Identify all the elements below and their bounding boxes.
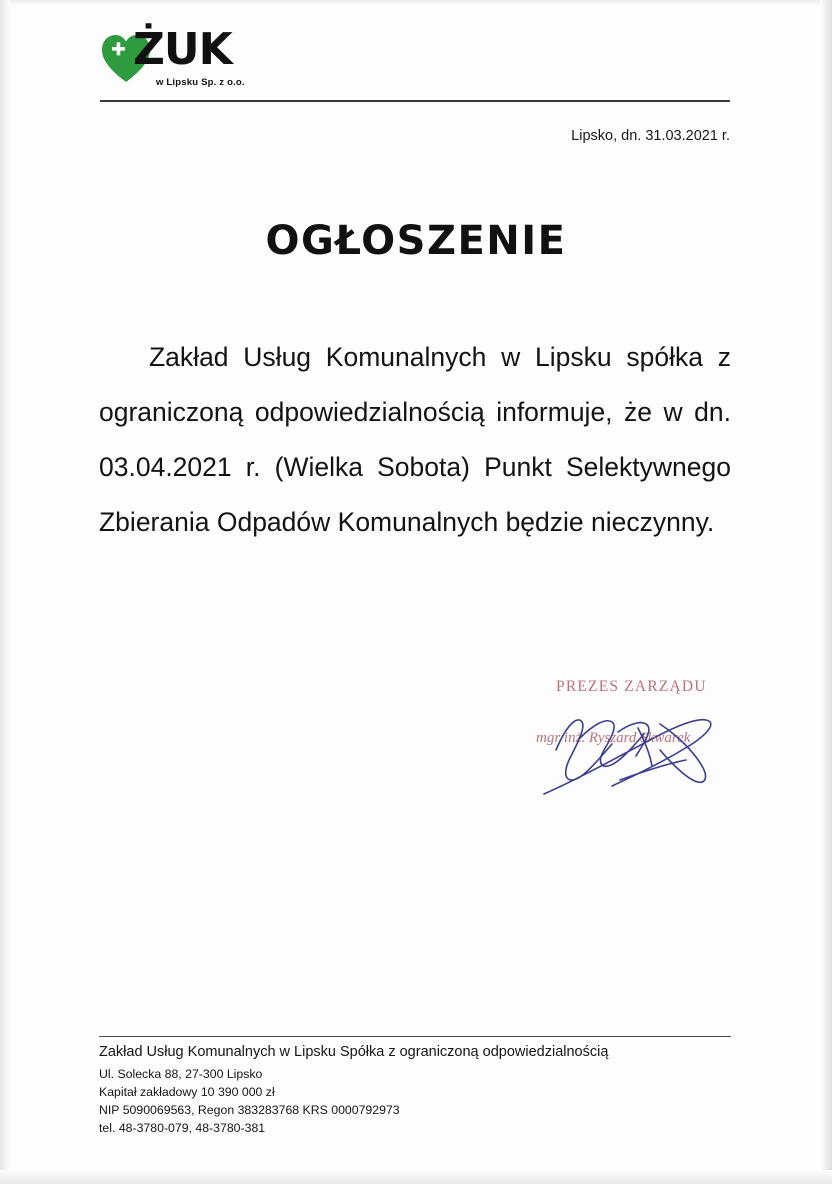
footer — [99, 1036, 731, 1137]
logo-wordmark: ŻUK — [133, 24, 232, 75]
footer-capital: Kapitał zakładowy 10 390 000 zł — [99, 1085, 275, 1099]
footer-company-name: Zakład Usług Komunalnych w Lipsku Spółka z ograniczoną odpowiedzialnością — [99, 1044, 609, 1060]
page-title: OGŁOSZENIE — [265, 218, 567, 264]
company-logo — [100, 24, 250, 96]
scan-edge-left — [0, 0, 10, 1184]
date-line: Lipsko, dn. 31.03.2021 r. — [571, 128, 730, 144]
logo-row — [100, 24, 730, 96]
handwritten-signature-icon — [520, 688, 760, 818]
signature-block — [500, 678, 760, 828]
signature-role: PREZES ZARZĄDU — [556, 678, 707, 695]
footer-phone: tel. 48-3780-079, 48-3780-381 — [99, 1121, 266, 1135]
logo-subtitle: w Lipsku Sp. z o.o. — [156, 77, 245, 88]
letterhead — [100, 24, 730, 102]
signature-name: mgr inż. Ryszard Skwarek — [536, 730, 691, 746]
scan-edge-bottom — [0, 1170, 832, 1184]
footer-divider — [99, 1036, 731, 1037]
scan-edge-right — [820, 0, 832, 1184]
scan-edge-top — [0, 0, 832, 6]
footer-address: Ul. Solecka 88, 27-300 Lipsko — [99, 1067, 263, 1081]
footer-identifiers: NIP 5090069563, Regon 383283768 KRS 0000792973 — [99, 1103, 400, 1117]
header-divider — [100, 100, 730, 102]
announcement-body: Zakład Usług Komunalnych w Lipsku spółka z ograniczoną odpowiedzialnością informuje, że w dn. 03.04.2021 r. (Wielka Sobota) Punkt Selektywnego Zbierania Odpadów Komunalnych będzie nieczynny. — [99, 342, 731, 537]
